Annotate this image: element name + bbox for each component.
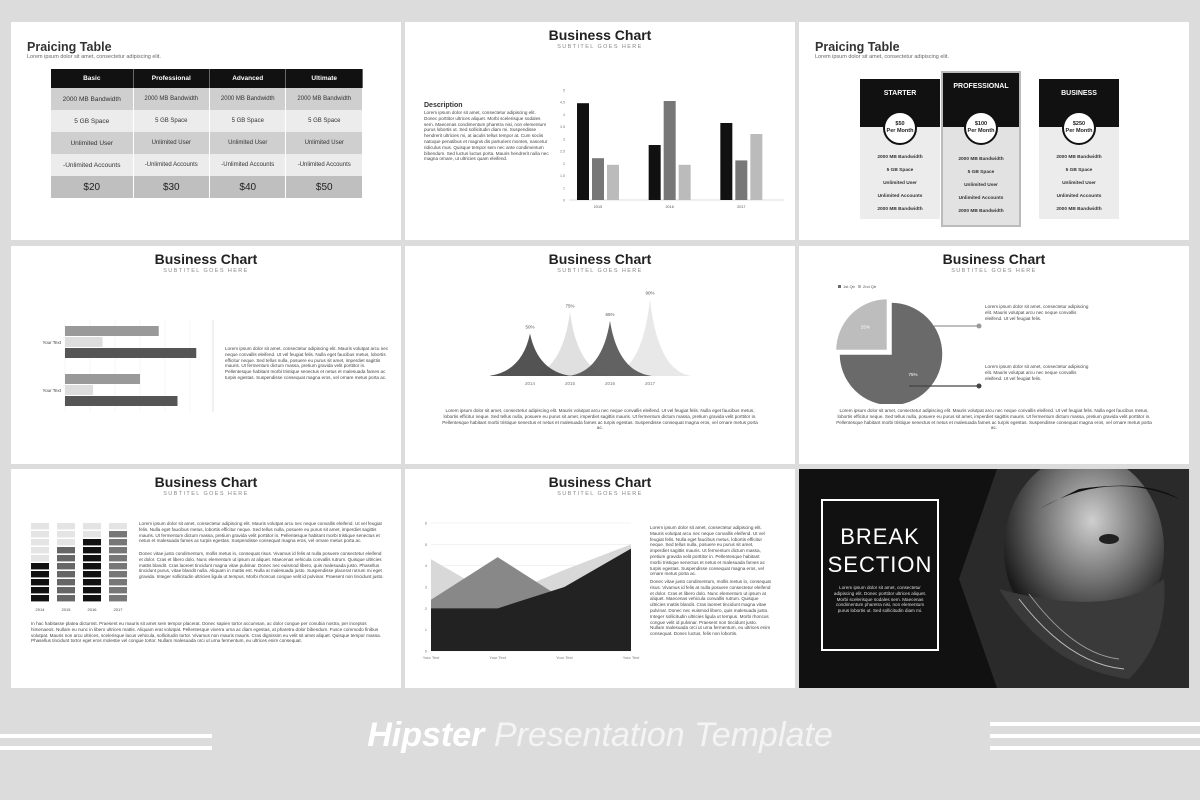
- bar-chart: [555, 74, 790, 214]
- legend-label: 1st Qtr: [843, 284, 856, 289]
- area-chart: [415, 517, 643, 665]
- x-tick-label: Your Text: [489, 655, 506, 660]
- column-segment: [109, 563, 127, 569]
- price-cell: $50: [286, 176, 363, 198]
- column-segment: [57, 555, 75, 561]
- slide-pie-chart: [799, 246, 1189, 464]
- slide-area-chart: [405, 469, 795, 688]
- column-segment: [57, 595, 75, 601]
- plan-feature: 5 GB Space: [967, 170, 995, 175]
- plan-card-business: [1039, 79, 1119, 219]
- bar: [592, 158, 604, 200]
- body-text: Lorem ipsum dolor sit amet, consectetur adipiscing elit. Mauris volutpat arcu nec neque convallis eleifend. Ut vel feugiat felis. Nulla eget faucibus metus, lobortis efficitur neque. Sed tellus nulla, posuere eu purus sit amet, imperdiet sagittis mauris. Ut fermentum dictum massa, pretium gravida velit porttitor in. Pellentesque habitant morbi tristique senectus et netus et malesuada fames ac turpis egestas. Suspendisse consequat magna eros, vel ornare metus porta ac.: [225, 346, 389, 380]
- slice-label: 25%: [860, 324, 870, 330]
- slide-subtitle: Lorem ipsum dolor sit amet, consectetur adipiscing elit.: [815, 54, 949, 60]
- slide-bar-chart: [405, 22, 795, 240]
- column-segment: [109, 587, 127, 593]
- table-row: [51, 154, 363, 176]
- slide-subtitle: SUBTITEL GOES HERE: [557, 268, 643, 274]
- y-tick-label: 0: [563, 198, 565, 203]
- data-label: 90%: [645, 290, 655, 296]
- slide-pricing-table: [11, 22, 401, 240]
- body-text: Lorem ipsum dolor sit amet, consectetur adipiscing elit. Mauris volutpat arcu nec neque convallis eleifend. Ut vel feugiat felis. Nulla eget faucibus metus, lobortis efficitur neque. Sed tellus nulla, posuere eu purus sit amet, imperdiet sagittis mauris. Ut fermentum dictum massa, pretium gravida velit porttitor in. Pellentesque habitant morbi tristique senectus et netus et malesuada fames ac turpis egestas. Suspendisse consequat magna eros, vel ornare metus porta ac.: [650, 525, 765, 577]
- price-cell: $30: [133, 176, 209, 198]
- callout-text: Lorem ipsum dolor sit amet, consectetur adipiscing elit. Mauris volutpat arcu nec neque convallis eleifend. Ut vel feugiat felis.: [985, 364, 1089, 381]
- table-cell: 5 GB Space: [51, 110, 133, 132]
- plan-period: Per Month: [967, 128, 995, 134]
- table-cell: 2000 MB Bandwidth: [286, 88, 363, 110]
- column-segment: [83, 523, 101, 529]
- column-segment: [83, 587, 101, 593]
- x-tick-label: 2015: [61, 607, 71, 612]
- y-tick-label: 5: [563, 88, 565, 93]
- plan-price: $250: [1072, 121, 1086, 127]
- plan-feature: 5 GB Space: [1065, 168, 1093, 173]
- column-segment: [109, 555, 127, 561]
- x-tick-label: Your Text: [622, 655, 640, 660]
- column-segment: [83, 595, 101, 601]
- y-tick-label: 1: [424, 628, 427, 633]
- bar: [664, 101, 676, 200]
- x-tick-label: 2017: [644, 381, 656, 386]
- bar: [750, 134, 762, 200]
- body-text: In hac habitasse platea dictumst. Praesent eu mauris sit amet sem tempor placerat. Donec sapien tortor accumsan, ac dolor congue per conubia nostra, per inceptos himenaeos. Nullam eu nunc in libero ultrices mattis. Aliquam erat volutpat. Pellentesque viverra urna ac diam egestas, at pharetra dolor bibendum. Fusce commodo finibus volutpat. Mauris non arcu ultrices, scelerisque lacus vehicula, sollicitudin tortor. Vivamus non mauris mauris. Cras dignissim eu velit sit amet aliquet. Quisque tempor massa. Phasellus tincidunt tortor eget eros molestie vel congue tortor. Nullam malesuada orci ut urna fermentum, eu ultrices enim consequat.: [31, 621, 381, 644]
- table-cell: -Unlimited Accounts: [51, 154, 133, 176]
- data-label: 75%: [565, 303, 575, 309]
- plan-feature: 2000 MB Bandwidth: [958, 157, 1004, 162]
- y-tick-label: 1.5: [560, 174, 565, 179]
- slide-title: Business Chart: [548, 27, 652, 43]
- column-segment: [83, 531, 101, 537]
- column-segment: [31, 531, 49, 537]
- callout-text: Lorem ipsum dolor sit amet, consectetur adipiscing elit. Mauris volutpat arcu nec neque convallis eleifend. Ut vel feugiat felis.: [985, 304, 1089, 321]
- slide-title: Business Chart: [548, 474, 652, 490]
- data-label: 65%: [605, 311, 615, 317]
- slide-title: Business Chart: [154, 474, 258, 490]
- price-cell: $20: [51, 176, 133, 198]
- column-header-advanced: Advanced: [210, 69, 286, 88]
- slide-subtitle: SUBTITEL GOES HERE: [951, 268, 1037, 274]
- horizontal-bar-chart: [25, 316, 225, 416]
- table-cell: 5 GB Space: [133, 110, 209, 132]
- table-cell: Unlimited User: [286, 132, 363, 154]
- price-badge: [1062, 111, 1096, 145]
- x-tick-label: 2016: [604, 381, 616, 386]
- break-title-line2: SECTION: [827, 552, 933, 577]
- x-tick-label: 2015: [564, 381, 576, 386]
- column-segment: [31, 539, 49, 545]
- x-tick-label: 2016: [665, 205, 674, 209]
- slide-subtitle: SUBTITEL GOES HERE: [163, 491, 249, 497]
- table-cell: -Unlimited Accounts: [133, 154, 209, 176]
- x-tick-label: 2014: [524, 381, 536, 386]
- plan-name: PROFESSIONAL: [943, 73, 1019, 127]
- table-cell: 5 GB Space: [286, 110, 363, 132]
- plan-feature: 2000 MB Bandwidth: [1056, 155, 1102, 160]
- pie-chart: [829, 280, 989, 404]
- description-title: Description: [424, 102, 463, 109]
- bar: [649, 145, 661, 200]
- column-segment: [57, 531, 75, 537]
- column-segment: [57, 547, 75, 553]
- category-label: Your Text: [42, 340, 61, 345]
- x-tick-label: 2016: [87, 607, 97, 612]
- bar: [65, 337, 103, 347]
- column-segment: [31, 555, 49, 561]
- column-segment: [109, 547, 127, 553]
- plan-name: BUSINESS: [1039, 79, 1119, 127]
- table-cell: Unlimited User: [51, 132, 133, 154]
- x-tick-label: 2017: [113, 607, 123, 612]
- table-cell: Unlimited User: [133, 132, 209, 154]
- table-cell: 2000 MB Bandwidth: [51, 88, 133, 110]
- plan-feature: Unlimited Accounts: [877, 194, 923, 199]
- bar: [65, 385, 93, 395]
- bar: [65, 396, 178, 406]
- bar: [720, 123, 732, 200]
- column-segment: [109, 539, 127, 545]
- body-text: Lorem ipsum dolor sit amet, consectetur adipiscing elit. Mauris volutpat arcu nec neque convallis eleifend. Ut vel feugiat felis. Nulla eget faucibus metus, lobortis efficitur neque. Sed tellus nulla, posuere eu purus sit amet, imperdiet sagittis mauris. Ut fermentum dictum massa, pretium gravida velit porttitor in. Pellentesque habitant morbi tristique senectus et netus et malesuada fames ac turpis egestas. Suspendisse consequat magna eros, vel ornare metus porta ac.: [442, 408, 758, 431]
- table-cell: Unlimited User: [210, 132, 286, 154]
- plan-feature: 2000 MB Bandwidth: [1056, 207, 1102, 212]
- table-cell: 5 GB Space: [210, 110, 286, 132]
- plan-feature: Unlimited Accounts: [958, 196, 1004, 201]
- banner-title-bold: Hipster: [367, 716, 485, 754]
- slide-segment-chart: [11, 469, 401, 688]
- plan-feature: 2000 MB Bandwidth: [877, 155, 923, 160]
- portrait-photo: [959, 469, 1189, 688]
- y-tick-label: 1: [563, 186, 565, 191]
- y-tick-label: 3: [563, 137, 565, 142]
- column-segment: [57, 579, 75, 585]
- slide-title: Business Chart: [154, 251, 258, 267]
- column-segment: [31, 571, 49, 577]
- break-text: Lorem ipsum dolor sit amet, consectetur adipiscing elit. Donec porttitor ultrices aliquet. Morbi scelerisque sodales sem. Maecenas condimentum pharetra nisi, non elementum purus lobortis ut. Sed sollicitudin diam mi.: [833, 585, 927, 614]
- slide-subtitle: SUBTITEL GOES HERE: [557, 491, 643, 497]
- column-segment: [109, 523, 127, 529]
- slide-pricing-cards: [799, 22, 1189, 240]
- pricing-table: [51, 69, 363, 198]
- peak-area-chart: [490, 276, 710, 394]
- table-row: [51, 132, 363, 154]
- slide-title: Business Chart: [548, 251, 652, 267]
- column-segment: [109, 531, 127, 537]
- slide-break-section: [799, 469, 1189, 688]
- y-tick-label: 2.5: [560, 149, 565, 154]
- break-title-line1: BREAK: [840, 524, 920, 549]
- plan-feature: 2000 MB Bandwidth: [958, 209, 1004, 214]
- plan-feature: 2000 MB Bandwidth: [877, 207, 923, 212]
- bar: [65, 326, 159, 336]
- slide-subtitle: SUBTITEL GOES HERE: [163, 268, 249, 274]
- price-badge: [964, 111, 998, 145]
- table-cell: -Unlimited Accounts: [210, 154, 286, 176]
- column-segment: [83, 579, 101, 585]
- callout-dot: [977, 324, 982, 329]
- table-cell: 2000 MB Bandwidth: [133, 88, 209, 110]
- column-segment: [31, 563, 49, 569]
- slice-label: 75%: [908, 372, 918, 378]
- plan-period: Per Month: [1065, 128, 1093, 134]
- column-segment: [57, 571, 75, 577]
- y-tick-label: 4.5: [560, 100, 565, 105]
- column-segment: [31, 595, 49, 601]
- bar: [65, 374, 140, 384]
- column-segment: [57, 587, 75, 593]
- column-segment: [109, 579, 127, 585]
- column-segment: [31, 579, 49, 585]
- y-tick-label: 2: [563, 161, 565, 166]
- y-tick-label: 6: [424, 521, 427, 526]
- category-label: Your Text: [42, 388, 61, 393]
- body-text: Donec vitae justo condimentum, mollis metus in, consequat risus. Vivamus id felis at nulla posuere consectetur eleifend et dolor. Cras et libero dolo. Nunc elementum ut ipsum at aliquet. Maecenas vehicula convallis rutrum. Quisque ultricies mattis blandit. Cras laoreet tincidunt magna vitae pulvinar. Donec nec euismod libero, quis malesuada justo. Phasellus tincidunt purus, vitae blandit nulla. Aliquam in mattis est. Nulla at malesuada justo. Suspendisse placerat rutrum mi eget gravida. Integer sollicitudin ultricies ligula ut tempus. Morbi rhoncus congue velit id pulvinar. Praesent non tincidunt justo.: [139, 551, 384, 580]
- column-segment: [109, 571, 127, 577]
- price-row: [51, 176, 363, 198]
- column-segment: [57, 523, 75, 529]
- plan-card-starter: [860, 79, 940, 219]
- bar: [577, 103, 589, 200]
- table-cell: -Unlimited Accounts: [286, 154, 363, 176]
- plan-feature: Unlimited User: [883, 181, 917, 186]
- column-segment: [31, 587, 49, 593]
- slide-subtitle: SUBTITEL GOES HERE: [557, 44, 643, 50]
- y-tick-label: 0: [424, 649, 427, 654]
- column-segment: [83, 563, 101, 569]
- x-tick-label: Your Text: [556, 655, 573, 660]
- column-segment: [83, 555, 101, 561]
- column-segment: [83, 571, 101, 577]
- plan-feature: 5 GB Space: [886, 168, 914, 173]
- callout-dot: [977, 384, 982, 389]
- plan-period: Per Month: [886, 128, 914, 134]
- table-row: [51, 110, 363, 132]
- y-tick-label: 3.5: [560, 125, 565, 130]
- x-tick-label: 2017: [737, 205, 746, 209]
- y-tick-label: 5: [424, 542, 427, 547]
- table-row: [51, 88, 363, 110]
- plan-feature: Unlimited User: [964, 183, 998, 188]
- y-tick-label: 4: [424, 564, 427, 569]
- column-segment: [31, 547, 49, 553]
- column-segment: [57, 563, 75, 569]
- bar: [65, 348, 196, 358]
- slide-subtitle: Lorem ipsum dolor sit amet, consectetur adipiscing elit.: [27, 54, 161, 60]
- x-tick-label: 2015: [593, 205, 603, 209]
- legend-swatch: [858, 285, 861, 288]
- bar: [607, 165, 619, 200]
- slide-title: Praicing Table: [815, 40, 900, 54]
- bar: [735, 160, 747, 200]
- legend-swatch: [838, 285, 841, 288]
- y-tick-label: 2: [424, 606, 427, 611]
- plan-name: STARTER: [860, 79, 940, 127]
- column-segment: [83, 547, 101, 553]
- slide-title: Business Chart: [942, 251, 1046, 267]
- slide-horizontal-bar-chart: [11, 246, 401, 464]
- banner-title: [0, 716, 1200, 755]
- break-frame: [821, 499, 939, 651]
- slide-title: Praicing Table: [27, 40, 112, 54]
- plan-feature: Unlimited User: [1062, 181, 1096, 186]
- legend-label: 2nd Qtr: [863, 284, 877, 289]
- x-tick-label: 2014: [35, 607, 45, 612]
- price-cell: $40: [210, 176, 286, 198]
- y-tick-label: 3: [424, 585, 427, 590]
- plan-price: $50: [895, 121, 905, 127]
- column-header-professional: Professional: [133, 69, 209, 88]
- description-text: Lorem ipsum dolor sit amet, consectetur adipiscing elit. Donec porttitor ultrices aliquet. Morbi scelerisque sodales sem. Maecenas condimentum pharetra nisi, non elementum purus lobortis ut. Sed sollicitudin diam mi. Suspendisse hendrerit ultricies mi, at iaculis tellus tempor at. Cum sociis natoque penatibus et magnis dis parturient montes, nascetur ridiculus mus. Quisque tempor sem nec ante condimentum bibendum. Sed luctus luctus porta. Mauris hendrerit nulla nec magna ornare, ut ultricies quam eleifend.: [424, 110, 549, 162]
- column-header-basic: Basic: [51, 69, 133, 88]
- plan-price: $100: [974, 121, 988, 127]
- break-title: [823, 523, 937, 579]
- column-segment: [57, 539, 75, 545]
- table-cell: 2000 MB Bandwidth: [210, 88, 286, 110]
- x-tick-label: Your Text: [422, 655, 440, 660]
- slide-peak-chart: [405, 246, 795, 464]
- column-segment: [31, 523, 49, 529]
- column-header-ultimate: Ultimate: [286, 69, 363, 88]
- segment-column-chart: [29, 521, 137, 613]
- y-tick-label: 4: [563, 112, 565, 117]
- plan-card-professional: [941, 71, 1021, 227]
- plan-feature: Unlimited Accounts: [1056, 194, 1102, 199]
- column-segment: [83, 539, 101, 545]
- column-segment: [109, 595, 127, 601]
- body-text: Donec vitae justo condimentum, mollis metus in, consequat risus. Vivamus id felis at nulla posuere consectetur eleifend et dolor. Cras et libero dolo. Nunc elementum ut ipsum at aliquet. Maecenas vehicula convallis rutrum. Quisque ultricies mattis blandit. Cras laoreet tincidunt magna vitae pulvinar. Donec nec euismod libero, quis malesuada justo. Integer sollicitudin ultricies ligula ut tempus. Morbi rhoncus congue velit id pulvinar. Praesent non tincidunt justo. Nullam malesuada orci ut urna fermentum, eu ultrices enim consequat. Donec luctus, felis non lobortis.: [650, 579, 771, 637]
- bar: [679, 165, 691, 200]
- data-label: 50%: [525, 324, 535, 330]
- banner-title-light: Presentation Template: [493, 716, 833, 754]
- price-badge: [883, 111, 917, 145]
- body-text: Lorem ipsum dolor sit amet, consectetur adipiscing elit. Mauris volutpat arcu nec neque convallis eleifend. Ut vel feugiat felis. Nulla eget faucibus metus, lobortis efficitur neque. Sed tellus nulla, posuere eu purus sit amet, imperdiet sagittis mauris. Ut fermentum dictum massa, pretium gravida velit porttitor in. Pellentesque habitant morbi tristique senectus et netus et malesuada fames ac turpis egestas. Suspendisse consequat magna eros, vel ornare metus porta ac.: [836, 408, 1152, 431]
- body-text: Lorem ipsum dolor sit amet, consectetur adipiscing elit. Mauris volutpat arcu nec neque convallis eleifend. Ut vel feugiat felis. Nulla eget faucibus metus, lobortis efficitur neque. Sed tellus nulla, posuere eu purus sit amet, imperdiet sagittis mauris. Ut fermentum dictum massa, pretium gravida velit porttitor in. Pellentesque habitant morbi tristique senectus et netus et malesuada fames ac turpis egestas. Suspendisse consequat magna eros, vel ornare metus porta ac.: [139, 521, 382, 544]
